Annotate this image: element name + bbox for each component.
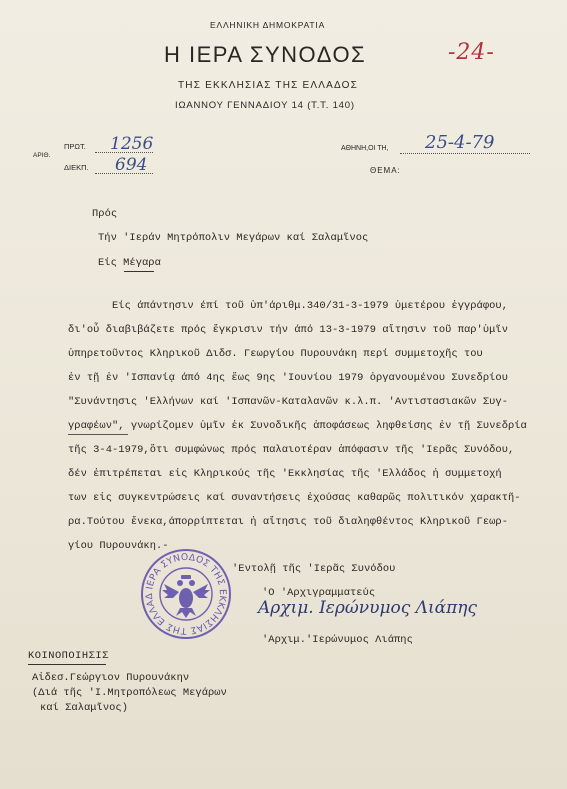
- body-line-4: ἐν τῇ ἐν 'Ισπανίᾳ άπό 4ης ἕως 9ης 'Ιουνίου 1979 ὀργανουμένου Συνεδρίου: [68, 372, 508, 384]
- republic-heading: ΕΛΛΗΝΙΚΗ ΔΗΜΟΚΡΑΤΙΑ: [210, 20, 326, 30]
- date-underline: [400, 153, 530, 154]
- signature-typed-name: 'Αρχιμ.'Ιερώνυμος Λιάπης: [262, 634, 413, 646]
- seal-graphic: [140, 548, 232, 640]
- synod-title: Η ΙΕΡΑ ΣΥΝΟΔΟΣ: [164, 42, 367, 67]
- address-place-underline: [124, 271, 154, 272]
- synod-subtitle: ΤΗΣ ΕΚΚΛΗΣΙΑΣ ΤΗΣ ΕΛΛΑΔΟΣ: [178, 80, 359, 91]
- notifications-heading-underline: [28, 664, 106, 665]
- signature-line-2: 'Ο 'Αρχιγραμματεύς: [262, 587, 376, 599]
- body-line-9: των εἰς συγκεντρώσεις καί συναντήσεις ἐχούσας καθαρῶς πολιτικόν χαρακτῆ-: [68, 492, 521, 504]
- body-line-8: δέν ἐπιτρέπεται εἰς Κληρικούς τῆς 'Εκκλησίας τῆς 'Ελλάδος ἡ συμμετοχή: [68, 468, 502, 480]
- prot-underline: [95, 152, 153, 153]
- diekp-underline: [95, 173, 153, 174]
- body-line-1: Είς άπάντησιν έπί τοῦ ὑπ'άριθμ.340/31-3-1979 ὑμετέρου ἐγγράφου,: [112, 300, 508, 312]
- page-number-mark: -24-: [448, 40, 495, 65]
- double-headed-eagle-icon: [162, 575, 210, 618]
- notification-line-1: Αἰδεσ.Γεώργιον Πυρουνάκην: [32, 672, 190, 684]
- diekp-label: ΔΙΕΚΠ.: [64, 163, 89, 172]
- body-line-6: γραφέων", γνωρίζομεν ὑμῖν ἐκ Συνοδικῆς ἀποφάσεως ληφθείσης ἐν τῇ Συνεδρία: [68, 420, 527, 432]
- diekp-number: 694: [115, 155, 148, 175]
- prot-label: ΠΡΩΤ.: [64, 142, 86, 151]
- date-value: 25-4-79: [425, 132, 495, 153]
- body-underline-mark: [68, 434, 128, 435]
- body-line-2: δι'οὗ διαβιβάζετε πρός ἔγκρισιν τήν άπό 13-3-1979 αἴτησιν τοῦ παρ'ὑμῖν: [68, 324, 508, 336]
- subject-label: ΘΕΜΑ:: [370, 166, 401, 175]
- body-line-10: ρα.Τούτου ἕνεκα,άπορρίπτεται ἡ αἴτησις τοῦ διαληφθέντος Κληρικοῦ Γεωρ-: [68, 516, 508, 528]
- body-line-3: ὑπηρετοῦντος Κληρικοῦ Διδσ. Γεωργίου Πυρουνάκη περί συμμετοχῆς του: [68, 348, 483, 360]
- notification-line-2: (Διά τῆς 'Ι.Μητροπόλεως Μεγάρων: [32, 687, 227, 699]
- body-line-11: γίου Πυρουνάκη.-: [68, 540, 169, 552]
- synod-seal-stamp: [140, 548, 232, 640]
- body-line-5: "Συνάντησις 'Ελλήνων καί 'Ισπανῶν-Καταλανῶν κ.λ.π. 'Αντιστασιακῶν Συγ-: [68, 396, 508, 408]
- handwritten-signature: Αρχιμ. Ιερώνυμος Λιάπης: [258, 598, 477, 618]
- address-to: Πρός: [92, 208, 118, 220]
- body-line-7: τῆς 3-4-1979,ὅτι συμφώνως πρός παλαιοτέραν ἀπόφασιν τῆς 'Ιερᾶς Συνόδου,: [68, 444, 515, 456]
- date-label: ΑΘΗΝΗ,ΟΙ ΤΗ,: [341, 145, 389, 152]
- seal-text: ΙΕΡΑ ΣΥΝΟΔΟΣ ΤΗΣ ΕΚΚΛΗΣΙΑΣ ΤΗΣ ΕΛΛΑΔ: [143, 551, 229, 637]
- synod-address: ΙΩΑΝΝΟΥ ΓΕΝΝΑΔΙΟΥ 14 (Τ.Τ. 140): [175, 100, 355, 111]
- prot-number: 1256: [110, 134, 154, 154]
- address-recipient: Τήν 'Ιεράν Μητρόπολιν Μεγάρων καί Σαλαμῖνος: [98, 232, 369, 244]
- notifications-heading: ΚΟΙΝΟΠΟΙΗΣΙΣ: [28, 650, 109, 662]
- arith-label: ΑΡΙΘ.: [33, 152, 51, 159]
- signature-line-1: 'Εντολῇ τῆς 'Ιερᾶς Συνόδου: [232, 563, 396, 575]
- notification-line-3: καί Σαλαμῖνος): [40, 702, 128, 714]
- address-place: Είς Μέγαρα: [98, 257, 161, 269]
